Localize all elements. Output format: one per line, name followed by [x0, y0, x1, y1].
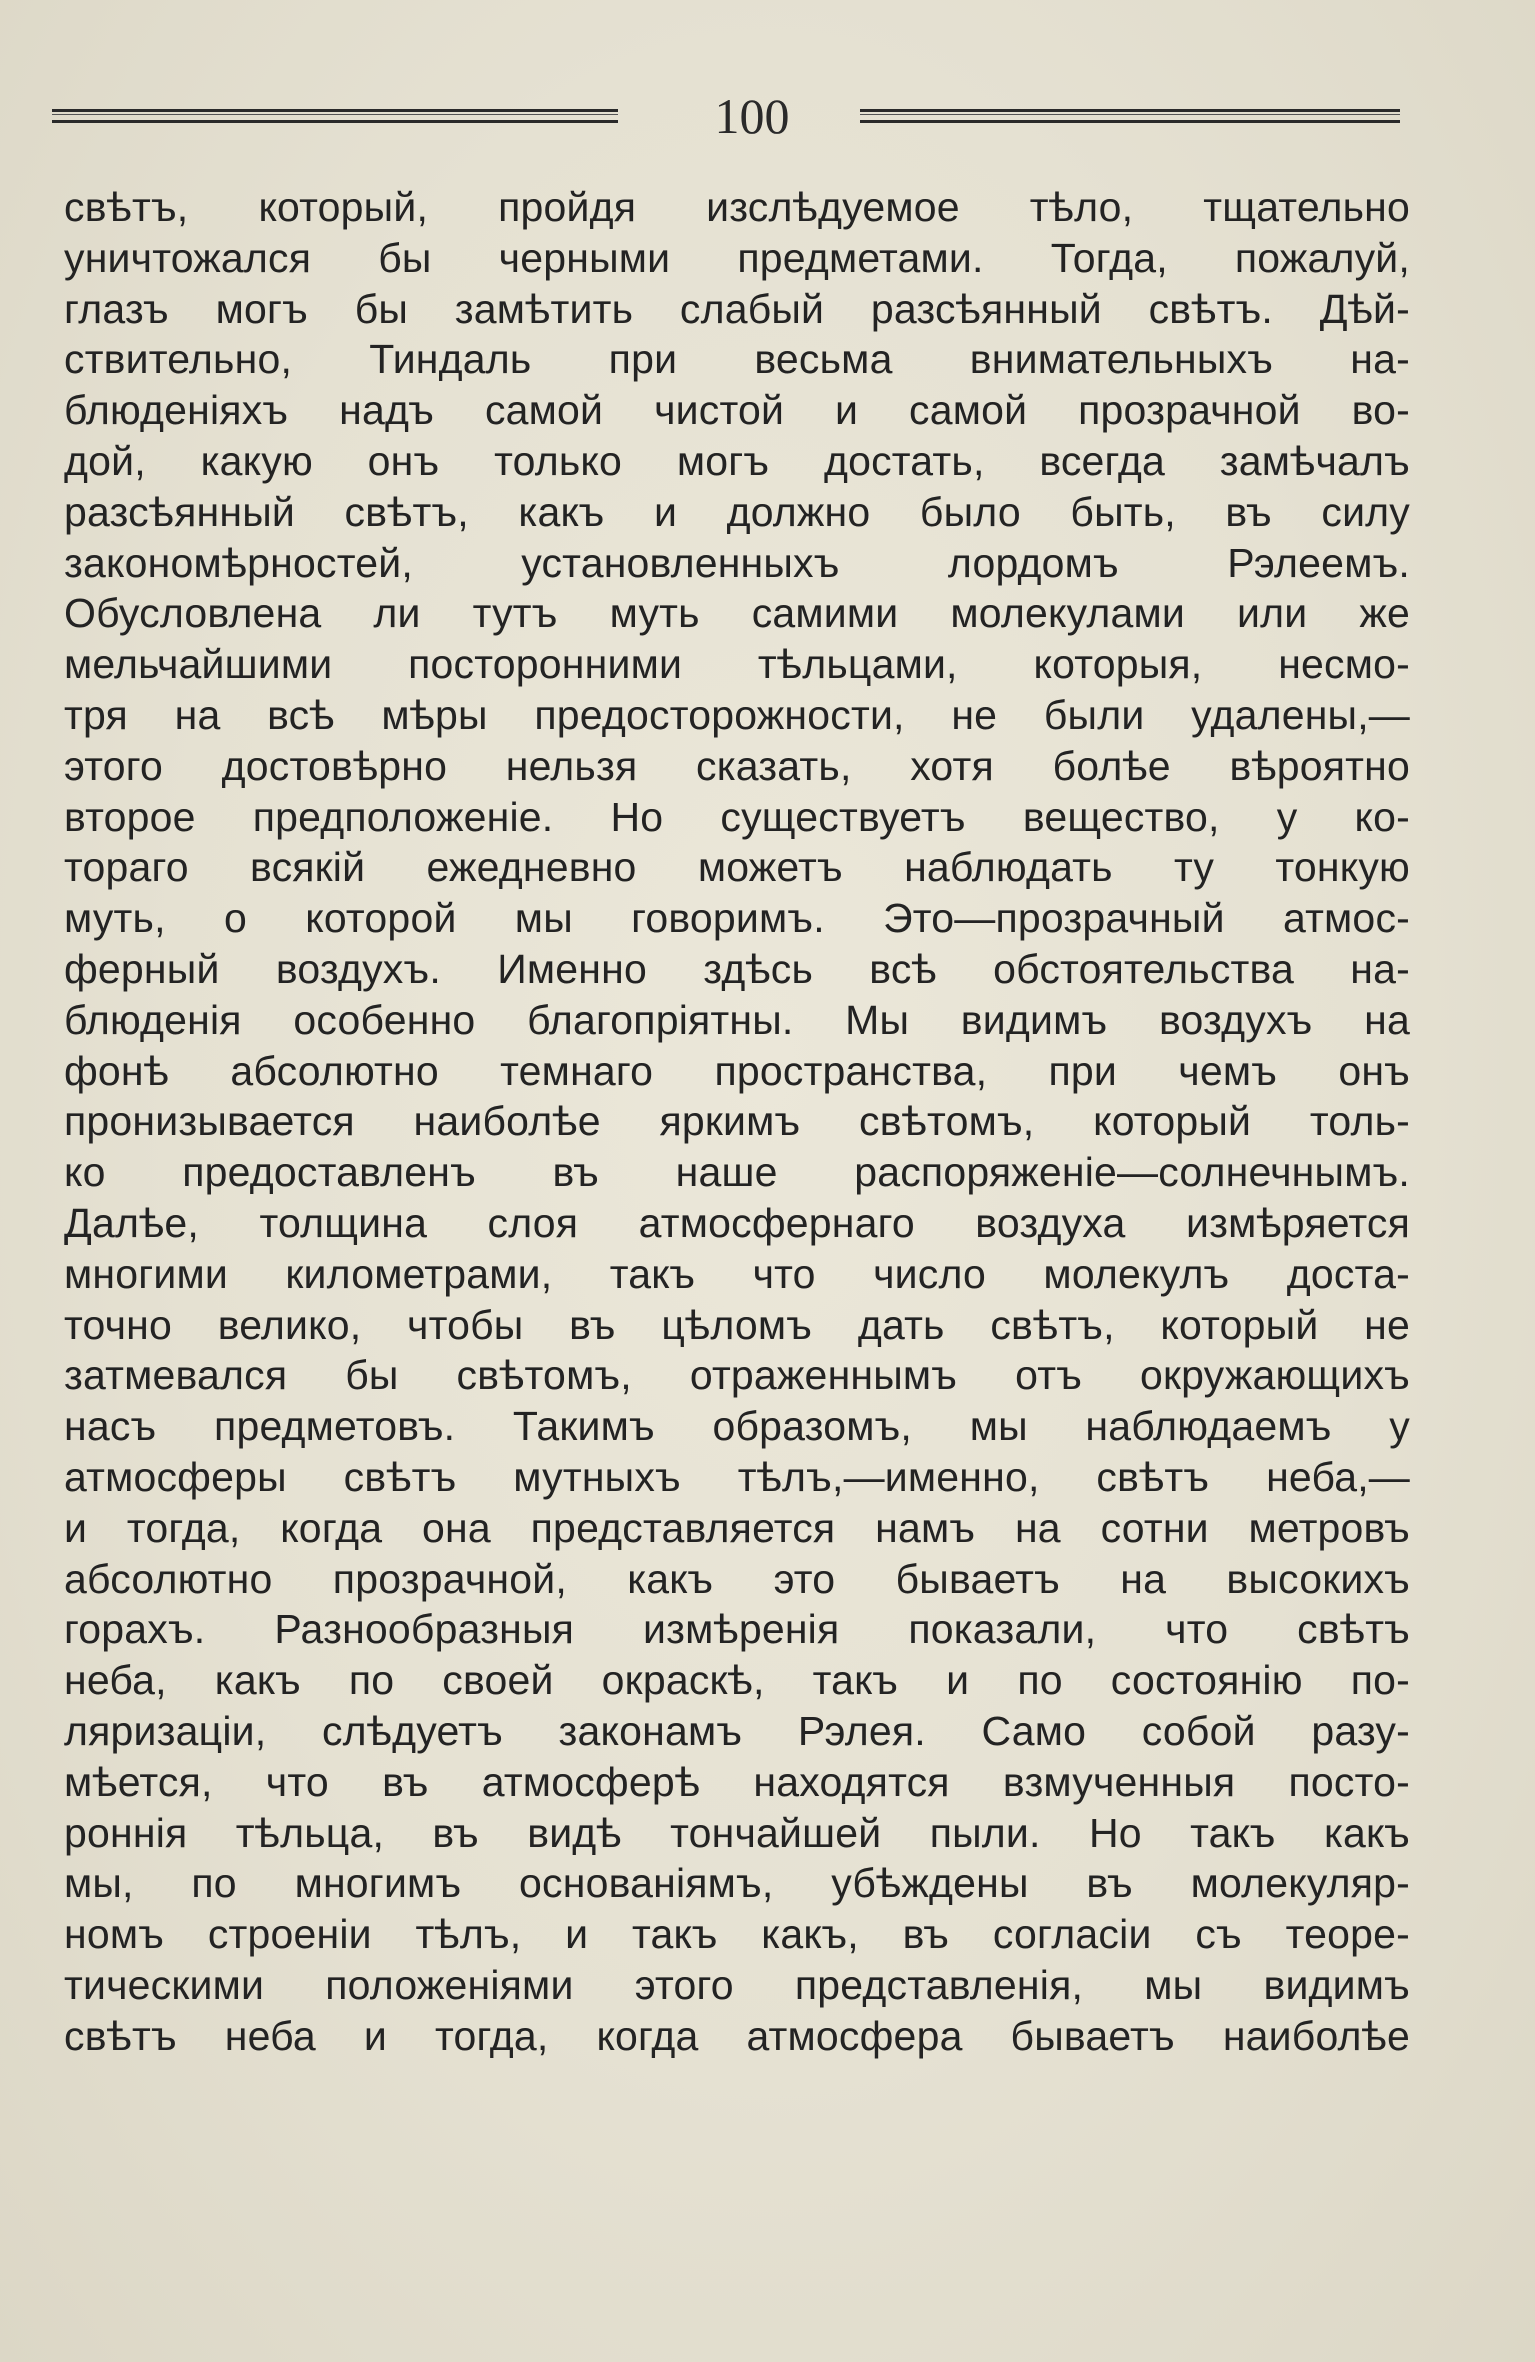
- text-line: Далѣе, толщина слоя атмосфернаго воздуха измѣряется: [64, 1199, 1410, 1246]
- text-line: уничтожался бы черными предметами. Тогда, пожалуй,: [64, 234, 1410, 281]
- page-header: [52, 88, 1400, 144]
- text-line: неба, какъ по своей окраскѣ, такъ и по состоянію по-: [64, 1657, 1410, 1704]
- text-line: номъ строеніи тѣлъ, и такъ какъ, въ согласіи съ теоре-: [64, 1911, 1410, 1958]
- text-line: затмевался бы свѣтомъ, отраженнымъ отъ окружающихъ: [64, 1352, 1410, 1399]
- text-line: ко предоставленъ въ наше распоряженіе—солнечнымъ.: [64, 1149, 1410, 1196]
- text-line: ляризаціи, слѣдуетъ законамъ Рэлея. Само собой разу-: [64, 1707, 1410, 1754]
- text-line: абсолютно прозрачной, какъ это бываетъ на высокихъ: [64, 1555, 1410, 1602]
- text-line: многими километрами, такъ что число молекулъ доста-: [64, 1250, 1410, 1297]
- text-line: мѣется, что въ атмосферѣ находятся взмученныя посто-: [64, 1758, 1410, 1805]
- text-line: тря на всѣ мѣры предосторожности, не были удалены,—: [64, 691, 1410, 738]
- text-line: блюденія особенно благопріятны. Мы видимъ воздухъ на: [64, 996, 1410, 1043]
- body-text: [64, 182, 1410, 2061]
- page-number: 100: [714, 88, 790, 144]
- text-line: ферный воздухъ. Именно здѣсь всѣ обстоятельства на-: [64, 945, 1410, 992]
- text-line: мы, по многимъ основаніямъ, убѣждены въ молекуляр-: [64, 1860, 1410, 1907]
- text-line: мельчайшими посторонними тѣльцами, которыя, несмо-: [64, 641, 1410, 688]
- text-line: горахъ. Разнообразныя измѣренія показали, что свѣтъ: [64, 1606, 1410, 1653]
- text-line: закономѣрностей, установленныхъ лордомъ Рэлеемъ.: [64, 539, 1410, 586]
- text-line: ствительно, Тиндаль при весьма внимательныхъ на-: [64, 336, 1410, 383]
- header-rule-left: [52, 109, 618, 123]
- text-line: дой, какую онъ только могъ достать, всегда замѣчалъ: [64, 437, 1410, 484]
- text-line: глазъ могъ бы замѣтить слабый разсѣянный свѣтъ. Дѣй-: [64, 285, 1410, 332]
- text-line: второе предположеніе. Но существуетъ вещество, у ко-: [64, 793, 1410, 840]
- text-line: муть, о которой мы говоримъ. Это—прозрачный атмос-: [64, 895, 1410, 942]
- text-line: разсѣянный свѣтъ, какъ и должно было быть, въ силу: [64, 488, 1410, 535]
- text-line: фонѣ абсолютно темнаго пространства, при чемъ онъ: [64, 1047, 1410, 1094]
- text-line: тическими положеніями этого представленія, мы видимъ: [64, 1961, 1410, 2008]
- text-line: атмосферы свѣтъ мутныхъ тѣлъ,—именно, свѣтъ неба,—: [64, 1453, 1410, 1500]
- text-line: блюденіяхъ надъ самой чистой и самой прозрачной во-: [64, 387, 1410, 434]
- text-line: и тогда, когда она представляется намъ на сотни метровъ: [64, 1504, 1410, 1551]
- text-line: этого достовѣрно нельзя сказать, хотя болѣе вѣроятно: [64, 742, 1410, 789]
- text-line: свѣтъ неба и тогда, когда атмосфера бываетъ наиболѣе: [64, 2012, 1410, 2059]
- text-line: точно велико, чтобы въ цѣломъ дать свѣтъ, который не: [64, 1301, 1410, 1348]
- text-line: свѣтъ, который, пройдя изслѣдуемое тѣло, тщательно: [64, 184, 1410, 230]
- text-line: тораго всякій ежедневно можетъ наблюдать ту тонкую: [64, 844, 1410, 891]
- text-line: насъ предметовъ. Такимъ образомъ, мы наблюдаемъ у: [64, 1403, 1410, 1450]
- text-line: роннія тѣльца, въ видѣ тончайшей пыли. Но такъ какъ: [64, 1809, 1410, 1856]
- text-line: пронизывается наиболѣе яркимъ свѣтомъ, который толь-: [64, 1098, 1410, 1145]
- text-line: Обусловлена ли тутъ муть самими молекулами или же: [64, 590, 1410, 637]
- header-rule-right: [860, 109, 1400, 123]
